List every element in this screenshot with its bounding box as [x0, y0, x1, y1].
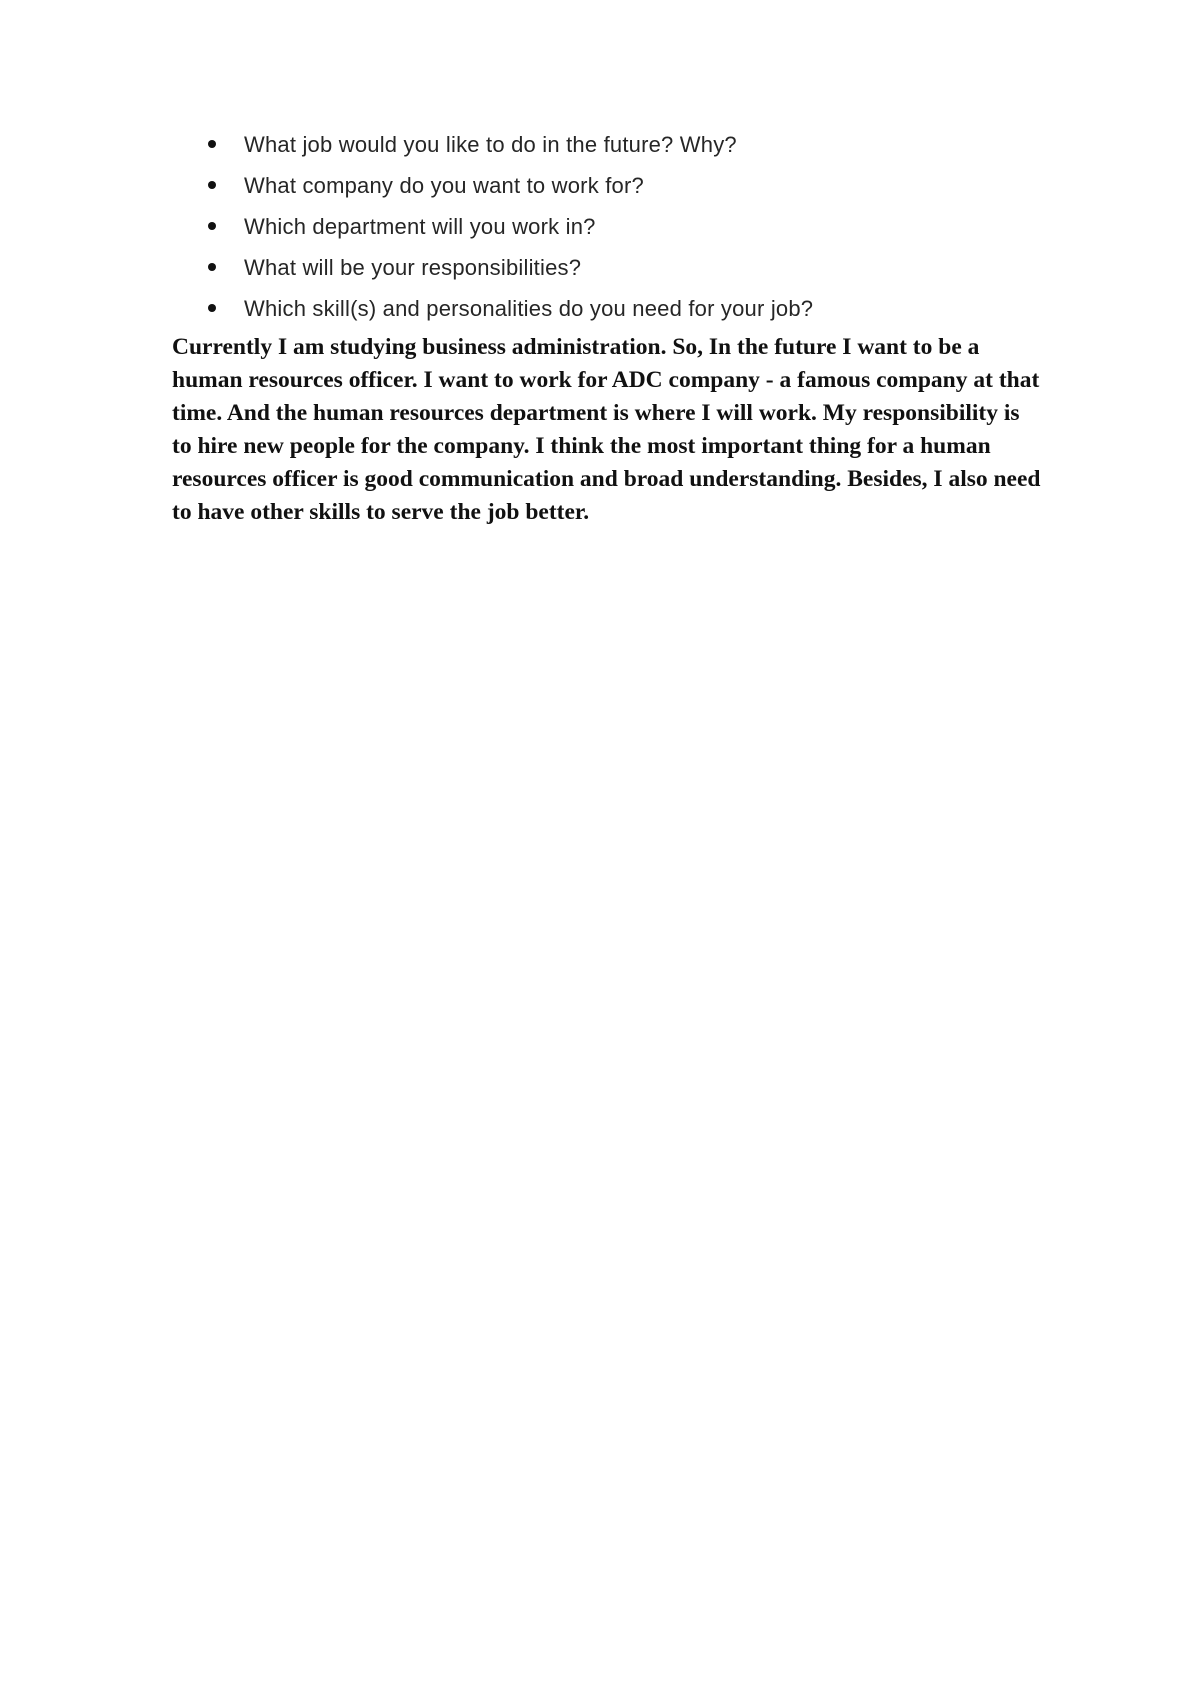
question-list [172, 124, 1072, 329]
question-item [172, 247, 1072, 288]
question-item [172, 165, 1072, 206]
answer-line: resources officer is good communication and broad understanding. Besides, I also need [172, 466, 1041, 492]
bullet-icon [208, 222, 216, 230]
bullet-icon [208, 181, 216, 189]
question-text: Which skill(s) and personalities do you need for your job? [244, 296, 814, 321]
question-text: What job would you like to do in the future? Why? [244, 132, 737, 157]
bullet-icon [208, 304, 216, 312]
answer-paragraph [172, 331, 1097, 529]
answer-line: to have other skills to serve the job better. [172, 499, 590, 525]
answer-line: time. And the human resources department is where I will work. My responsibility is [172, 400, 1020, 426]
question-item [172, 288, 1072, 329]
bullet-icon [208, 140, 216, 148]
question-item [172, 206, 1072, 247]
question-text: Which department will you work in? [244, 214, 596, 239]
answer-line: human resources officer. I want to work for ADC company - a famous company at that [172, 367, 1040, 393]
question-item [172, 124, 1072, 165]
question-text: What will be your responsibilities? [244, 255, 582, 280]
answer-line: to hire new people for the company. I think the most important thing for a human [172, 433, 991, 459]
question-text: What company do you want to work for? [244, 173, 644, 198]
bullet-icon [208, 263, 216, 271]
answer-line: Currently I am studying business administration. So, In the future I want to be a [172, 334, 980, 360]
